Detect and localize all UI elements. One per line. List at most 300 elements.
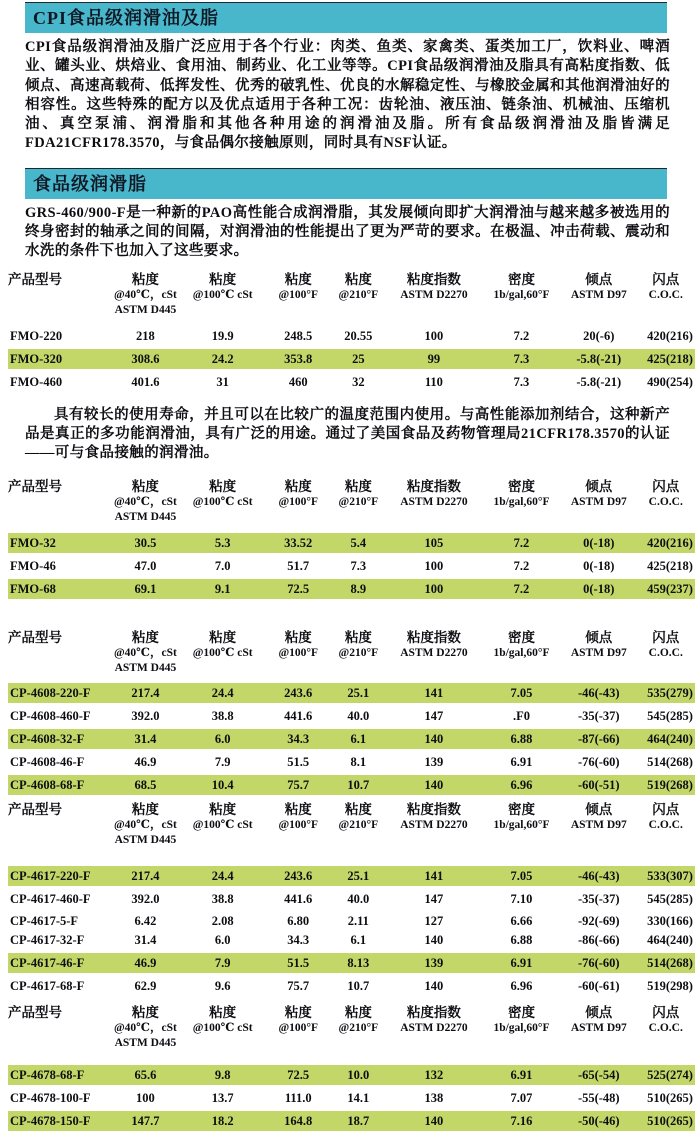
value-cell: 100 xyxy=(424,558,444,573)
column-header xyxy=(386,629,482,661)
value-cell: 545(285) xyxy=(647,708,693,723)
value-cell: 441.6 xyxy=(284,891,313,906)
value-cell: 0(-18) xyxy=(583,535,615,550)
product-model: CP-4617-220-F xyxy=(10,868,91,883)
value-cell: 353.8 xyxy=(284,351,313,366)
value-cell: 100 xyxy=(424,328,444,343)
value-cell: 40.0 xyxy=(347,891,370,906)
value-cell: 441.6 xyxy=(284,708,313,723)
column-header xyxy=(386,271,482,303)
value-cell: 2.11 xyxy=(347,913,369,928)
column-header-line: @210°F xyxy=(338,646,379,659)
column-header-line: 粘度 xyxy=(209,271,237,287)
value-cell: 7.9 xyxy=(214,754,231,769)
value-cell: 132 xyxy=(424,1067,444,1082)
column-header-line: 闪点 xyxy=(652,1004,680,1020)
value-cell: 401.6 xyxy=(131,374,160,389)
value-cell: 72.5 xyxy=(287,581,310,596)
value-cell: 164.8 xyxy=(284,1113,313,1128)
value-cell: 6.91 xyxy=(510,754,533,769)
column-header xyxy=(386,801,482,833)
value-cell: 218 xyxy=(136,328,155,343)
column-header-line: 粘度 xyxy=(284,1004,312,1020)
value-cell: 147 xyxy=(424,891,444,906)
value-cell: 7.2 xyxy=(513,535,530,550)
table-row-fmo-320 xyxy=(8,349,695,369)
value-cell: 110 xyxy=(424,374,443,389)
column-header xyxy=(561,801,637,833)
value-cell: 31 xyxy=(216,374,229,389)
cp-4608-series-header-row xyxy=(8,629,695,676)
value-cell: 147.7 xyxy=(131,1113,160,1128)
value-cell: 6.91 xyxy=(510,955,533,970)
table-fmo-light-oils xyxy=(8,478,695,599)
value-cell: -60(-61) xyxy=(577,978,620,993)
column-header-line: 密度 xyxy=(507,801,535,817)
column-header-line: 粘度指数 xyxy=(406,801,461,817)
column-header-line: ASTM D97 xyxy=(570,495,627,508)
column-header xyxy=(386,1004,482,1036)
product-model: CP-4678-68-F xyxy=(10,1067,85,1082)
product-model: CP-4617-68-F xyxy=(10,978,85,993)
value-cell: 31.4 xyxy=(134,731,157,746)
product-model: CP-4617-460-F xyxy=(10,891,91,906)
value-cell: 392.0 xyxy=(131,708,160,723)
value-cell: 47.0 xyxy=(134,558,157,573)
value-cell: 139 xyxy=(424,955,444,970)
value-cell: 525(274) xyxy=(647,1067,693,1082)
column-header-line: 产品型号 xyxy=(8,801,62,817)
fmo-heavy-oils-header-row xyxy=(8,271,695,318)
value-cell: 460 xyxy=(288,374,308,389)
value-cell: 7.05 xyxy=(510,868,533,883)
column-header-line: 粘度 xyxy=(284,271,312,287)
value-cell: 0(-18) xyxy=(583,581,615,596)
product-model: CP-4608-32-F xyxy=(10,731,85,746)
table-cp-4608-series xyxy=(8,629,695,795)
column-header-line: @210°F xyxy=(338,818,379,831)
value-cell: 6.0 xyxy=(214,932,231,947)
intro-paragraph: CPI食品级润滑油及脂广泛应用于各个行业：肉类、鱼类、家禽类、蛋类加工厂，饮料业、啤酒业、罐头业、烘焙业、食用油、制药业、化工业等等。CPI食品级润滑油及脂具有高粘度指数、低倾点、高速高载荷、低挥发性、优秀的破乳性、优良的水解稳定性、与橡胶金属和其他润滑油好的相容性。这些特殊的配方以及优点适用于各种工况：齿轮油、液压油、链条油、机械油、压缩机油、真空泵浦、润滑脂和其他各种用途的润滑油及脂。所有食品级润滑油及脂皆满足FDA21CFR178.3570，与食品偶尔接触原则，同时具有NSF认证。 xyxy=(25,39,670,152)
column-header-line: @40℃，cSt xyxy=(113,1021,177,1034)
column-header xyxy=(8,629,111,646)
value-cell: 7.9 xyxy=(214,955,231,970)
column-header xyxy=(266,801,331,833)
value-cell: 127 xyxy=(424,913,444,928)
value-cell: 140 xyxy=(424,978,444,993)
column-header-line: 粘度 xyxy=(284,478,312,494)
column-header-line: 粘度指数 xyxy=(406,629,461,645)
column-header-line: 密度 xyxy=(507,478,535,494)
column-header-line: 粘度 xyxy=(131,629,159,645)
value-cell: 46.9 xyxy=(134,754,157,769)
column-header xyxy=(8,271,111,288)
column-header xyxy=(111,271,180,318)
product-model: CP-4678-100-F xyxy=(10,1090,91,1105)
value-cell: 20.55 xyxy=(344,328,373,343)
column-header-line: ASTM D97 xyxy=(570,1021,627,1034)
column-header xyxy=(482,271,561,303)
value-cell: 9.8 xyxy=(214,1067,231,1082)
table-row-cp-4617-220-f xyxy=(8,866,695,886)
column-header-line: @100°F xyxy=(278,818,319,831)
column-header-line: 倾点 xyxy=(585,629,613,645)
table-row-cp-4608-220-f xyxy=(8,683,695,703)
value-cell: 38.8 xyxy=(211,708,234,723)
value-cell: 6.0 xyxy=(214,731,231,746)
column-header-line: C.O.C. xyxy=(648,818,683,831)
column-header xyxy=(111,801,180,848)
column-header xyxy=(111,1004,180,1051)
multipurpose-oil-paragraph: 具有较长的使用寿命，并且可以在比较广的温度范围内使用。与高性能添加剂结合，这种新产品是真正的多功能润滑油，具有广泛的用途。通过了美国食品及药物管理局21CFR178.3570的认证——可与食品接触的润滑油。 xyxy=(25,406,670,462)
column-header-line: 粘度 xyxy=(209,1004,237,1020)
column-header-line: 闪点 xyxy=(652,478,680,494)
value-cell: 217.4 xyxy=(131,685,160,700)
fmo-light-oils-header-row xyxy=(8,478,695,525)
value-cell: 8.1 xyxy=(350,754,367,769)
value-cell: -35(-37) xyxy=(577,891,620,906)
product-model: CP-4608-46-F xyxy=(10,754,85,769)
table-row-cp-4678-68-f xyxy=(8,1065,695,1085)
column-header-line: 粘度 xyxy=(209,801,237,817)
value-cell: 140 xyxy=(424,1113,444,1128)
value-cell: 99 xyxy=(427,351,441,366)
value-cell: -35(-37) xyxy=(577,708,620,723)
value-cell: 8.13 xyxy=(347,955,370,970)
document xyxy=(0,2,700,1131)
value-cell: 46.9 xyxy=(134,955,157,970)
product-model: CP-4608-220-F xyxy=(10,685,91,700)
value-cell: 51.5 xyxy=(287,955,310,970)
column-header-line: 密度 xyxy=(507,271,535,287)
column-header-line: 粘度 xyxy=(209,629,237,645)
column-header-line: ASTM D445 xyxy=(114,661,177,674)
column-header-line: 粘度 xyxy=(284,801,312,817)
product-model: FMO-320 xyxy=(10,351,63,366)
table-row-cp-4617-32-f xyxy=(8,930,695,950)
product-model: FMO-46 xyxy=(10,558,56,573)
value-cell: 308.6 xyxy=(131,351,160,366)
column-header-line: ASTM D2270 xyxy=(400,646,468,659)
column-header xyxy=(8,801,111,818)
value-cell: 34.3 xyxy=(287,932,310,947)
value-cell: 545(285) xyxy=(647,891,693,906)
value-cell: -46(-43) xyxy=(577,868,620,883)
value-cell: 6.1 xyxy=(350,731,367,746)
column-header-line: 粘度 xyxy=(344,629,372,645)
value-cell: 68.5 xyxy=(134,777,157,792)
product-model: FMO-32 xyxy=(10,535,56,550)
column-header-line: 粘度指数 xyxy=(406,1004,461,1020)
value-cell: 7.2 xyxy=(513,328,530,343)
column-header-line: @210°F xyxy=(338,1021,379,1034)
value-cell: 510(265) xyxy=(647,1113,693,1128)
column-header-line: ASTM D2270 xyxy=(400,495,468,508)
column-header-line: 粘度 xyxy=(131,801,159,817)
value-cell: 533(307) xyxy=(647,868,693,883)
value-cell: 425(218) xyxy=(647,558,693,573)
value-cell: -76(-60) xyxy=(577,955,620,970)
value-cell: 9.6 xyxy=(214,978,231,993)
column-header xyxy=(637,801,695,833)
table-row-cp-4678-100-f xyxy=(8,1088,695,1108)
table-row-cp-4608-46-f xyxy=(8,752,695,772)
value-cell: 38.8 xyxy=(211,891,234,906)
column-header xyxy=(180,629,266,661)
column-header-line: @40℃，cSt xyxy=(113,495,177,508)
table-row-cp-4617-460-f xyxy=(8,889,695,909)
column-header-line: 产品型号 xyxy=(8,271,62,287)
column-header-line: 密度 xyxy=(507,629,535,645)
value-cell: 7.07 xyxy=(510,1090,533,1105)
grease-description-paragraph: GRS-460/900-F是一种新的PAO高性能合成润滑脂，其发展倾向即扩大润滑油与越来越多被选用的终身密封的轴承之间的间隔，对润滑油的性能提出了更为严苛的要求。在极温、冲击荷载、震动和水洗的条件下也加入了这些要求。 xyxy=(25,204,670,260)
value-cell: 141 xyxy=(424,868,444,883)
value-cell: 75.7 xyxy=(287,777,310,792)
table-row-cp-4608-68-f xyxy=(8,775,695,795)
column-header-line: 1b/gal,60°F xyxy=(493,495,550,508)
value-cell: 7.2 xyxy=(513,581,530,596)
value-cell: 7.3 xyxy=(513,351,530,366)
value-cell: 464(240) xyxy=(647,932,693,947)
column-header-line: 粘度 xyxy=(209,478,237,494)
column-header xyxy=(482,1004,561,1036)
product-model: CP-4678-150-F xyxy=(10,1113,91,1128)
column-header-line: 粘度 xyxy=(344,271,372,287)
value-cell: 6.88 xyxy=(510,932,533,947)
column-header xyxy=(637,271,695,303)
column-header xyxy=(180,1004,266,1036)
column-header-line: C.O.C. xyxy=(648,495,683,508)
value-cell: 140 xyxy=(424,777,444,792)
value-cell: 24.2 xyxy=(211,351,234,366)
column-header xyxy=(331,1004,386,1036)
table-row-cp-4608-460-f xyxy=(8,706,695,726)
column-header-line: 产品型号 xyxy=(8,1004,62,1020)
value-cell: 105 xyxy=(424,535,444,550)
column-header xyxy=(180,271,266,303)
value-cell: 519(298) xyxy=(647,978,693,993)
product-model: FMO-68 xyxy=(10,581,56,596)
value-cell: 10.0 xyxy=(347,1067,370,1082)
column-header-line: 1b/gal,60°F xyxy=(493,646,550,659)
value-cell: 243.6 xyxy=(284,868,313,883)
column-header xyxy=(266,478,331,510)
value-cell: 14.1 xyxy=(347,1090,370,1105)
value-cell: .F0 xyxy=(512,708,530,723)
value-cell: 5.3 xyxy=(214,535,231,550)
column-header xyxy=(561,1004,637,1036)
value-cell: 62.9 xyxy=(134,978,157,993)
column-header xyxy=(637,629,695,661)
value-cell: 510(265) xyxy=(647,1090,693,1105)
value-cell: 5.4 xyxy=(350,535,367,550)
column-header-line: @100°F xyxy=(278,1021,319,1034)
column-header xyxy=(482,478,561,510)
cp-4678-series-header-row xyxy=(8,1004,695,1051)
table-fmo-heavy-oils xyxy=(8,271,695,392)
column-header-line: 倾点 xyxy=(585,801,613,817)
value-cell: 69.1 xyxy=(134,581,157,596)
column-header xyxy=(180,478,266,510)
value-cell: 24.4 xyxy=(211,685,234,700)
column-header-line: @100℃ cSt xyxy=(192,646,253,659)
value-cell: 13.7 xyxy=(211,1090,234,1105)
value-cell: 514(268) xyxy=(647,955,693,970)
column-header-line: 粘度 xyxy=(344,1004,372,1020)
column-header xyxy=(111,478,180,525)
column-header-line: ASTM D445 xyxy=(114,833,177,846)
column-header-line: 1b/gal,60°F xyxy=(493,288,550,301)
column-header-line: @40℃，cSt xyxy=(113,646,177,659)
column-header-line: 粘度 xyxy=(131,271,159,287)
column-header-line: ASTM D2270 xyxy=(400,288,468,301)
value-cell: 147 xyxy=(424,708,444,723)
column-header xyxy=(637,478,695,510)
value-cell: -86(-66) xyxy=(577,932,620,947)
column-header-line: @100℃ cSt xyxy=(192,495,253,508)
column-header-line: @100°F xyxy=(278,288,319,301)
column-header-line: ASTM D97 xyxy=(570,646,627,659)
value-cell: -87(-66) xyxy=(577,731,620,746)
column-header xyxy=(266,629,331,661)
value-cell: 25.1 xyxy=(347,868,370,883)
value-cell: 24.4 xyxy=(211,868,234,883)
column-header xyxy=(561,478,637,510)
column-header xyxy=(482,801,561,833)
column-header-line: C.O.C. xyxy=(648,288,683,301)
value-cell: 138 xyxy=(424,1090,444,1105)
column-header xyxy=(266,271,331,303)
value-cell: 6.91 xyxy=(510,1067,533,1082)
product-model: FMO-460 xyxy=(10,374,63,389)
value-cell: 25.1 xyxy=(347,685,370,700)
column-header xyxy=(637,1004,695,1036)
column-header-line: ASTM D2270 xyxy=(400,818,468,831)
table-row-fmo-220 xyxy=(8,326,695,346)
value-cell: 10.7 xyxy=(347,978,370,993)
value-cell: 6.1 xyxy=(350,932,367,947)
section-title-food-grade-grease: 食品级润滑脂 xyxy=(25,168,667,199)
column-header xyxy=(180,801,266,833)
column-header-line: @100℃ cSt xyxy=(192,288,253,301)
column-header-line: ASTM D97 xyxy=(570,818,627,831)
column-header-line: C.O.C. xyxy=(648,1021,683,1034)
value-cell: 32 xyxy=(352,374,365,389)
column-header-line: 闪点 xyxy=(652,801,680,817)
value-cell: -60(-51) xyxy=(577,777,620,792)
value-cell: -65(-54) xyxy=(577,1067,620,1082)
column-header xyxy=(561,629,637,661)
table-row-fmo-460 xyxy=(8,372,695,392)
value-cell: 141 xyxy=(424,685,444,700)
value-cell: 51.7 xyxy=(287,558,310,573)
value-cell: 535(279) xyxy=(647,685,693,700)
column-header-line: @40℃，cSt xyxy=(113,818,177,831)
value-cell: 392.0 xyxy=(131,891,160,906)
value-cell: 7.3 xyxy=(350,558,367,573)
column-header-line: @100°F xyxy=(278,646,319,659)
column-header-line: 产品型号 xyxy=(8,478,62,494)
value-cell: 420(216) xyxy=(647,535,693,550)
table-row-cp-4617-46-f xyxy=(8,953,695,973)
value-cell: 8.9 xyxy=(350,581,367,596)
column-header-line: 1b/gal,60°F xyxy=(493,818,550,831)
column-header-line: 倾点 xyxy=(585,1004,613,1020)
column-header-line: 粘度 xyxy=(131,478,159,494)
product-model: CP-4617-5-F xyxy=(10,913,79,928)
column-header-line: ASTM D445 xyxy=(114,303,177,316)
value-cell: 65.6 xyxy=(134,1067,157,1082)
value-cell: 30.5 xyxy=(134,535,157,550)
column-header-line: ASTM D2270 xyxy=(400,1021,468,1034)
value-cell: 10.4 xyxy=(211,777,234,792)
value-cell: 139 xyxy=(424,754,444,769)
column-header-line: 粘度 xyxy=(344,478,372,494)
column-header-line: C.O.C. xyxy=(648,646,683,659)
value-cell: 425(218) xyxy=(647,351,693,366)
value-cell: 100 xyxy=(136,1090,155,1105)
value-cell: -5.8(-21) xyxy=(576,374,622,389)
column-header-line: @40℃，cSt xyxy=(113,288,177,301)
column-header-line: ASTM D445 xyxy=(114,510,177,523)
product-model: CP-4608-460-F xyxy=(10,708,91,723)
column-header-line: ASTM D97 xyxy=(570,288,627,301)
product-model: FMO-220 xyxy=(10,328,63,343)
column-header-line: 闪点 xyxy=(652,629,680,645)
value-cell: 18.7 xyxy=(347,1113,370,1128)
column-header xyxy=(331,801,386,833)
value-cell: 34.3 xyxy=(287,731,310,746)
value-cell: 19.9 xyxy=(211,328,234,343)
value-cell: 6.96 xyxy=(510,978,533,993)
value-cell: 25 xyxy=(352,351,365,366)
value-cell: 7.16 xyxy=(510,1113,533,1128)
table-cp-4617-series xyxy=(8,801,695,996)
column-header-line: @210°F xyxy=(338,288,379,301)
column-header-line: 闪点 xyxy=(652,271,680,287)
column-header-line: @210°F xyxy=(338,495,379,508)
value-cell: 2.08 xyxy=(211,913,234,928)
table-row-cp-4617-5-f xyxy=(8,912,695,930)
value-cell: 6.42 xyxy=(134,913,157,928)
column-header xyxy=(331,629,386,661)
column-header xyxy=(386,478,482,510)
value-cell: 514(268) xyxy=(647,754,693,769)
product-model: CP-4608-68-F xyxy=(10,777,85,792)
value-cell: 18.2 xyxy=(211,1113,234,1128)
value-cell: -5.8(-21) xyxy=(576,351,622,366)
column-header-line: 粘度 xyxy=(131,1004,159,1020)
value-cell: 6.80 xyxy=(287,913,310,928)
value-cell: 7.2 xyxy=(513,558,530,573)
table-row-fmo-46 xyxy=(8,556,695,576)
column-header xyxy=(561,271,637,303)
value-cell: 459(237) xyxy=(647,581,693,596)
column-header xyxy=(8,1004,111,1021)
value-cell: -55(-48) xyxy=(577,1090,620,1105)
value-cell: 490(254) xyxy=(647,374,693,389)
value-cell: 6.88 xyxy=(510,731,533,746)
column-header-line: 倾点 xyxy=(585,271,613,287)
value-cell: 464(240) xyxy=(647,731,693,746)
cp-4617-series-header-row xyxy=(8,801,695,848)
value-cell: 248.5 xyxy=(284,328,313,343)
value-cell: -92(-69) xyxy=(577,913,620,928)
column-header-line: 密度 xyxy=(507,1004,535,1020)
table-row-fmo-32 xyxy=(8,533,695,553)
value-cell: -46(-43) xyxy=(577,685,620,700)
value-cell: 330(166) xyxy=(647,913,693,928)
